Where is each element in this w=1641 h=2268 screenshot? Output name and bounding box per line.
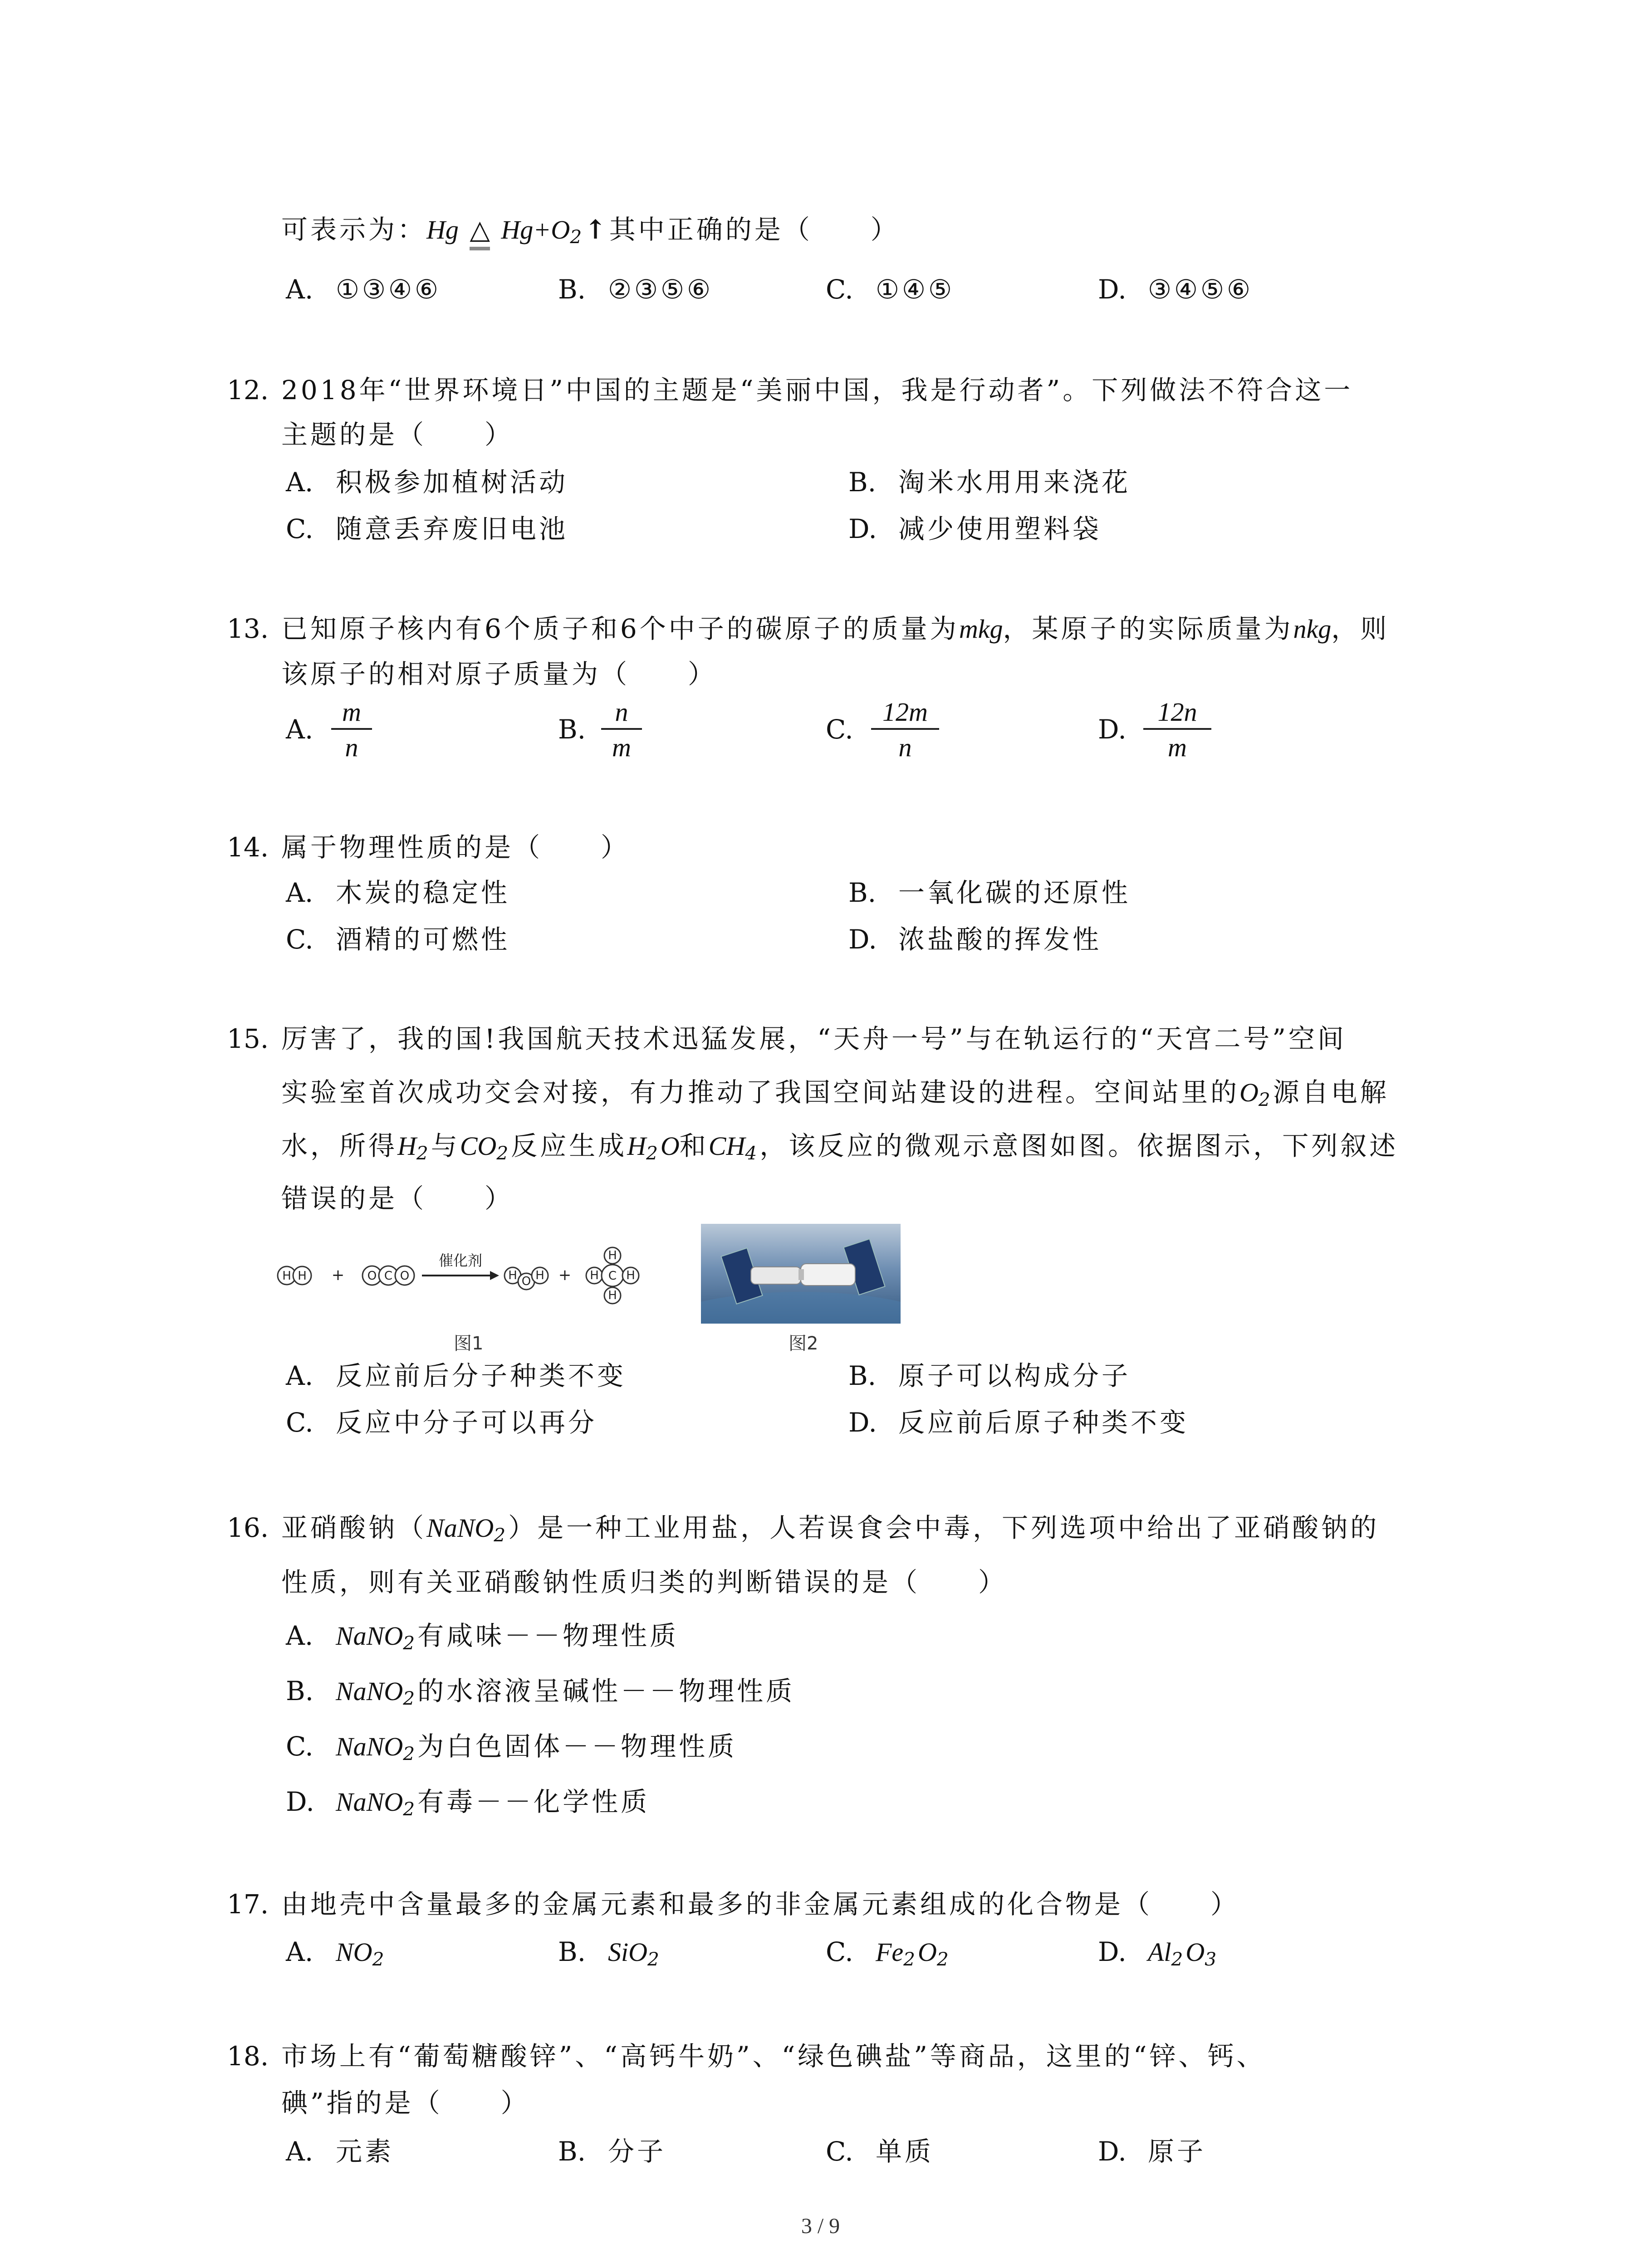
q18-option-a[interactable]: A. 元素 [286, 2136, 394, 2167]
atom-c-label: C [608, 1269, 617, 1283]
atom-h-label: H [608, 1289, 617, 1302]
q15-stem-line3: 水，所得$H_2$与$CO_2$反应生成$H_2O$和$CH_4$，该反应的微观示意图如图。依据图示，下列叙述 [281, 1130, 1399, 1164]
q14-option-d[interactable]: D. 浓盐酸的挥发性 [848, 924, 1102, 955]
page-number: 3 / 9 [801, 2214, 840, 2238]
q15-figure2-space-station-photo [701, 1224, 901, 1324]
q13-option-c[interactable]: C. [826, 714, 853, 745]
q11-hg: Hg [426, 215, 459, 244]
q11-stem: 可表示为：Hg △ $Hg+O_2↑$其中正确的是（ ） [281, 212, 900, 254]
atom-h-label: H [282, 1269, 291, 1283]
q14-option-a[interactable]: A. 木炭的稳定性 [286, 877, 510, 908]
q17-option-a[interactable]: A. $NO_2$ [286, 1936, 387, 1970]
q13-stem-line2: 该原子的相对原子质量为（ ） [281, 659, 717, 689]
q15-option-c[interactable]: C. 反应中分子可以再分 [286, 1407, 598, 1438]
q11-heat-sign: △ [470, 212, 490, 247]
plus-sign: + [558, 1266, 572, 1284]
q16-stem-line2: 性质，则有关亚硝酸钠性质归类的判断错误的是（ ） [281, 1567, 1008, 1598]
q13-option-b-fraction: $\frac{n}{m}$ [601, 696, 642, 765]
q14-stem: 14. 属于物理性质的是（ ） [227, 832, 630, 863]
q16-option-c[interactable]: C. NaNO$_2$为白色固体－－物理性质 [286, 1731, 737, 1765]
q12-stem-line1: 12. 2018年“世界环境日”中国的主题是“美丽中国，我是行动者”。下列做法不符合这一 [227, 375, 1353, 406]
q15-stem-line4: 错误的是（ ） [281, 1183, 514, 1214]
q18-option-d[interactable]: D. 原子 [1098, 2136, 1206, 2167]
atom-h-label: H [508, 1269, 517, 1282]
q15-figure2-caption: 图2 [789, 1333, 818, 1354]
q18-option-b[interactable]: B. 分子 [558, 2136, 666, 2167]
q11-option-a[interactable]: A. ①③④⑥ [286, 274, 441, 305]
atom-h-label: H [608, 1249, 617, 1262]
atom-h-label: H [590, 1269, 599, 1282]
q18-stem-line2: 碘”指的是（ ） [281, 2087, 530, 2118]
q18-stem-line1: 18. 市场上有“葡萄糖酸锌”、“高钙牛奶”、“绿色碘盐”等商品，这里的“锌、钙、 [227, 2041, 1266, 2072]
q13-option-d-fraction: $\frac{12n}{m}$ [1143, 696, 1211, 765]
q13-option-a[interactable]: A. [286, 714, 314, 745]
q15-option-a[interactable]: A. 反应前后分子种类不变 [286, 1360, 627, 1391]
atom-o-label: O [400, 1269, 410, 1283]
q12-option-a[interactable]: A. 积极参加植树活动 [286, 467, 568, 498]
q15-figure1-reaction-diagram [277, 1225, 685, 1334]
atom-h-label: H [626, 1269, 635, 1282]
q15-figure1-caption: 图1 [454, 1333, 484, 1354]
q16-option-a[interactable]: A. NaNO$_2$有咸味－－物理性质 [286, 1620, 679, 1654]
q12-option-b[interactable]: B. 淘米水用用来浇花 [848, 467, 1131, 498]
q12-option-d[interactable]: D. 减少使用塑料袋 [848, 513, 1102, 544]
q17-option-b[interactable]: B. SiO$_2$ [558, 1936, 662, 1970]
atom-c-label: C [384, 1269, 393, 1283]
atom-h-label: H [535, 1269, 544, 1282]
q16-stem-line1: 16. 亚硝酸钠（NaNO$_2$）是一种工业用盐，人若误食会中毒，下列选项中给出了亚硝酸钠的 [227, 1512, 1380, 1546]
catalyst-label: 催化剂 [438, 1252, 483, 1269]
q13-stem-line1: 13. 已知原子核内有6个质子和6个中子的碳原子的质量为mkg，某原子的实际质量为nkg，则 [227, 613, 1390, 644]
q13-option-b[interactable]: B. [558, 714, 586, 745]
q16-option-d[interactable]: D. NaNO$_2$有毒－－化学性质 [286, 1786, 650, 1820]
q13-option-a-fraction: $\frac{m}{n}$ [331, 696, 372, 765]
q12-stem-line2: 主题的是（ ） [281, 419, 514, 450]
q13-option-c-fraction: $\frac{12m}{n}$ [871, 696, 939, 765]
plus-sign: + [331, 1266, 345, 1284]
q13-option-d[interactable]: D. [1098, 714, 1127, 745]
q11-option-d[interactable]: D. ③④⑤⑥ [1098, 274, 1253, 305]
q11-option-b[interactable]: B. ②③⑤⑥ [558, 274, 713, 305]
q17-option-c[interactable]: C. $Fe_2O_2$ [826, 1936, 951, 1970]
q14-option-c[interactable]: C. 酒精的可燃性 [286, 924, 510, 955]
atom-o-label: O [521, 1275, 531, 1288]
q17-stem: 17. 由地壳中含量最多的金属元素和最多的非金属元素组成的化合物是（ ） [227, 1889, 1240, 1920]
atom-h-label: H [298, 1269, 307, 1283]
q15-option-d[interactable]: D. 反应前后原子种类不变 [848, 1407, 1189, 1438]
q14-option-b[interactable]: B. 一氧化碳的还原性 [848, 877, 1131, 908]
q17-option-d[interactable]: D. $Al_2O_3$ [1098, 1936, 1220, 1970]
q18-option-c[interactable]: C. 单质 [826, 2136, 934, 2167]
q16-option-b[interactable]: B. NaNO$_2$的水溶液呈碱性－－物理性质 [286, 1676, 795, 1710]
atom-o-label: O [367, 1269, 377, 1283]
q15-stem-line1: 15. 厉害了，我的国!我国航天技术迅猛发展，“天舟一号”与在轨运行的“天宫二号”空间 [227, 1023, 1347, 1054]
q11-option-c[interactable]: C. ①④⑤ [826, 274, 955, 305]
q15-option-b[interactable]: B. 原子可以构成分子 [848, 1360, 1131, 1391]
q15-stem-line2: 实验室首次成功交会对接，有力推动了我国空间站建设的进程。空间站里的$O_2$源自电解 [281, 1077, 1389, 1111]
q12-option-c[interactable]: C. 随意丢弃废旧电池 [286, 513, 568, 544]
